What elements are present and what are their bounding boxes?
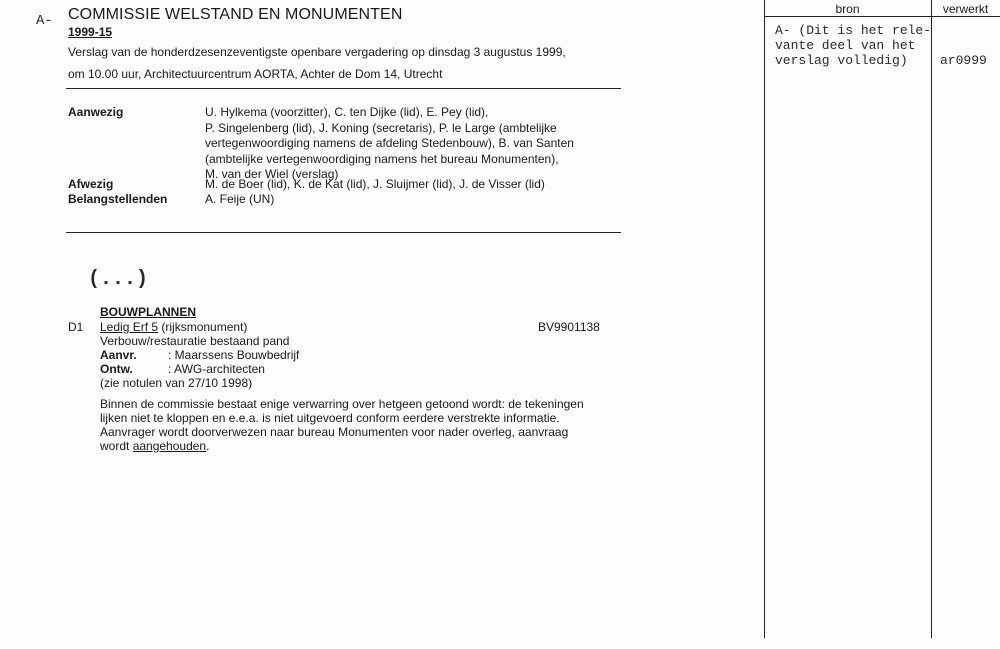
body-line-last xyxy=(100,439,584,453)
side-note xyxy=(775,23,931,68)
report-number: 1999-15 xyxy=(68,25,113,39)
present-list xyxy=(205,105,574,183)
section-heading: BOUWPLANNEN xyxy=(100,305,196,319)
report-intro-line: om 10.00 uur, Architectuurcentrum AORTA, Achter de Dom 14, Utrecht xyxy=(68,67,443,81)
body-suffix: . xyxy=(206,439,210,453)
item-reference: BV9901138 xyxy=(538,320,600,334)
present-line: (ambtelijke vertegenwoordiging namens het bureau Monumenten), xyxy=(205,151,559,166)
item-note: (zie notulen van 27/10 1998) xyxy=(100,376,253,390)
report-intro-line: Verslag van de honderdzesenzeventigste openbare vergadering op dinsdag 3 augustus 1999, xyxy=(68,45,566,59)
page-title: COMMISSIE WELSTAND EN MONUMENTEN xyxy=(68,6,403,23)
present-line: M. van der Wiel (verslag) xyxy=(205,167,339,181)
applicant-label: Aanvr. xyxy=(100,348,137,362)
header-rule xyxy=(66,88,621,89)
design-value: : AWG-architecten xyxy=(168,362,265,376)
absent-value: M. de Boer (lid), K. de Kat (lid), J. Sluijmer (lid), J. de Visser (lid) xyxy=(205,177,545,191)
item-description: Verbouw/restauratie bestaand pand xyxy=(100,334,290,348)
body-line: Binnen de commissie bestaat enige verwarring over hetgeen getoond wordt: de tekeningen xyxy=(100,397,584,411)
omission-mark: (...) xyxy=(88,268,149,291)
side-code: ar0999 xyxy=(940,53,987,68)
absent-label: Afwezig xyxy=(68,177,114,191)
present-line: vertegenwoordiging namens de afdeling Stedenbouw), B. van Santen xyxy=(205,136,574,150)
side-note-line: A- (Dit is het rele- xyxy=(775,23,932,38)
column-divider-left xyxy=(764,0,765,638)
decision-word: aangehouden xyxy=(132,439,207,453)
column-divider-right xyxy=(931,0,932,638)
attendance-rule xyxy=(66,232,621,233)
body-line: lijken niet te kloppen en e.e.a. is niet uitgevoerd conform eerdere verstrekte informatie. xyxy=(100,411,560,425)
item-body xyxy=(100,397,584,453)
column-header-bron: bron xyxy=(835,2,860,16)
margin-mark: A- xyxy=(36,13,53,29)
design-label: Ontw. xyxy=(100,362,133,376)
stakeholders-label: Belangstellenden xyxy=(68,192,168,206)
column-header-verwerkt: verwerkt xyxy=(942,2,989,16)
present-line: U. Hylkema (voorzitter), C. ten Dijke (lid), E. Pey (lid), xyxy=(205,105,489,119)
stakeholders-value: A. Feije (UN) xyxy=(205,192,275,206)
item-status: (rijksmonument) xyxy=(158,320,248,334)
side-note-line: vante deel van het xyxy=(775,38,916,53)
item-address: Ledig Erf 5 xyxy=(100,320,159,334)
column-header-underline xyxy=(764,16,1000,17)
present-label: Aanwezig xyxy=(68,105,124,119)
applicant-value: : Maarssens Bouwbedrijf xyxy=(168,348,300,362)
body-prefix: wordt xyxy=(100,439,133,453)
side-note-line: verslag volledig) xyxy=(775,53,908,68)
item-code: D1 xyxy=(68,320,84,334)
item-title xyxy=(100,320,247,334)
present-line: P. Singelenberg (lid), J. Koning (secretaris), P. le Large (ambtelijke xyxy=(205,120,557,135)
body-line: Aanvrager wordt doorverwezen naar bureau Monumenten voor nader overleg, aanvraag xyxy=(100,425,569,439)
